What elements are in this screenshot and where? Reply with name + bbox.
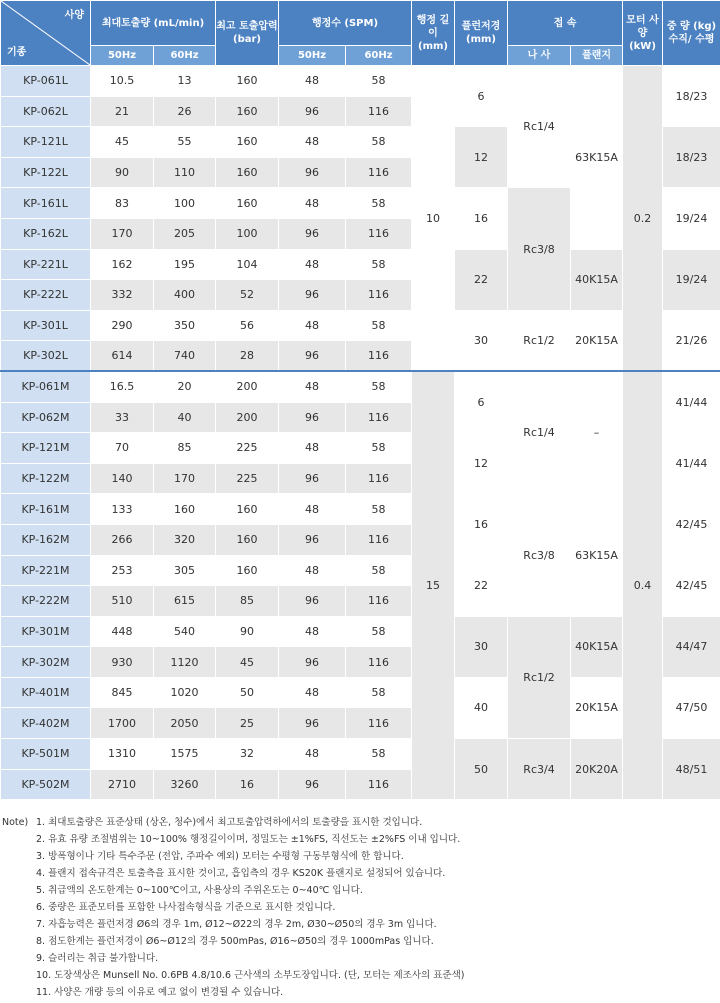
- flow-60hz-cell: 85: [154, 433, 216, 464]
- flow-50hz-cell: 448: [91, 616, 154, 647]
- spm-50hz-cell: 96: [279, 157, 346, 188]
- flow-60hz-cell: 1575: [154, 739, 216, 770]
- pressure-cell: 45: [216, 647, 279, 678]
- pressure-cell: 25: [216, 708, 279, 739]
- spm-50hz-cell: 96: [279, 96, 346, 127]
- flow-60hz-cell: 320: [154, 524, 216, 555]
- pressure-cell: 160: [216, 127, 279, 158]
- note-item: 3. 방폭형이나 기타 특수주문 (전압, 주파수 예외) 모터는 수평형 구동부형식에 한 합니다.: [36, 851, 404, 862]
- note-item: 5. 취급액의 온도한계는 0~100℃이고, 사용상의 주위온도는 0~40℃ 입니다.: [36, 885, 363, 896]
- spm-50hz-cell: 48: [279, 310, 346, 341]
- flow-60hz-cell: 740: [154, 341, 216, 372]
- flow-60hz-cell: 615: [154, 586, 216, 617]
- plunger-cell: 12: [455, 433, 508, 494]
- spm-60hz-cell: 116: [346, 463, 412, 494]
- note-item: 4. 플랜지 접속규격은 토출측을 표시한 것이고, 흡입측의 경우 KS20K 플랜지로 설정되어 있습니다.: [36, 868, 446, 879]
- model-cell: KP-162M: [1, 524, 91, 555]
- model-cell: KP-122L: [1, 157, 91, 188]
- table-row: [1, 677, 720, 708]
- flow-50hz-cell: 170: [91, 218, 154, 249]
- flow-60hz-header: 60Hz: [154, 46, 216, 66]
- model-cell: KP-301L: [1, 310, 91, 341]
- pressure-cell: 50: [216, 677, 279, 708]
- weight-cell: 48/51: [663, 739, 720, 800]
- flow-50hz-cell: 70: [91, 433, 154, 464]
- pressure-cell: 85: [216, 586, 279, 617]
- model-cell: KP-121M: [1, 433, 91, 464]
- pressure-cell: 104: [216, 249, 279, 280]
- flow-60hz-cell: 170: [154, 463, 216, 494]
- flow-50hz-cell: 90: [91, 157, 154, 188]
- note-item: 8. 점도한계는 플런저경이 Ø6~Ø12의 경우 500mPas, Ø16~Ø50의 경우 1000mPas 입니다.: [36, 936, 434, 947]
- flow-60hz-cell: 205: [154, 218, 216, 249]
- plunger-cell: 12: [455, 127, 508, 188]
- weight-header: 중 량 (kg) 수직/ 수평: [663, 1, 720, 66]
- weight-cell: 19/24: [663, 188, 720, 249]
- flow-60hz-cell: 40: [154, 402, 216, 433]
- model-cell: KP-061M: [1, 371, 91, 402]
- pressure-cell: 200: [216, 371, 279, 402]
- pressure-cell: 160: [216, 96, 279, 127]
- spm-50hz-cell: 96: [279, 463, 346, 494]
- spm-50hz-cell: 96: [279, 218, 346, 249]
- spm-50hz-cell: 48: [279, 249, 346, 280]
- spm-60hz-cell: 58: [346, 249, 412, 280]
- weight-cell: 42/45: [663, 494, 720, 555]
- spm-60hz-cell: 116: [346, 96, 412, 127]
- flow-50hz-cell: 162: [91, 249, 154, 280]
- spm-60hz-cell: 58: [346, 677, 412, 708]
- weight-cell: 47/50: [663, 677, 720, 738]
- flow-60hz-cell: 55: [154, 127, 216, 158]
- model-cell: KP-061L: [1, 66, 91, 97]
- flow-50hz-cell: 2710: [91, 769, 154, 800]
- pressure-cell: 160: [216, 157, 279, 188]
- pressure-cell: 100: [216, 218, 279, 249]
- flow-60hz-cell: 3260: [154, 769, 216, 800]
- plunger-cell: 6: [455, 66, 508, 127]
- model-cell: KP-302M: [1, 647, 91, 678]
- spm-60hz-cell: 116: [346, 769, 412, 800]
- pressure-cell: 160: [216, 555, 279, 586]
- flange-header: 플랜지: [571, 46, 623, 66]
- model-cell: KP-161M: [1, 494, 91, 525]
- flange-cell: 40K15A: [571, 249, 623, 310]
- flow-50hz-cell: 1700: [91, 708, 154, 739]
- spm-60hz-cell: 58: [346, 127, 412, 158]
- spm-60hz-header: 60Hz: [346, 46, 412, 66]
- flow-50hz-cell: 33: [91, 402, 154, 433]
- screw-cell: Rc1/2: [508, 310, 571, 371]
- flange-cell: –: [571, 371, 623, 493]
- model-cell: KP-122M: [1, 463, 91, 494]
- flow-50hz-cell: 614: [91, 341, 154, 372]
- plunger-cell: 50: [455, 739, 508, 800]
- weight-cell: 21/26: [663, 310, 720, 371]
- flange-cell: 20K15A: [571, 310, 623, 371]
- model-cell: KP-402M: [1, 708, 91, 739]
- table-row: [1, 66, 720, 97]
- spm-60hz-cell: 58: [346, 616, 412, 647]
- spm-60hz-cell: 116: [346, 586, 412, 617]
- model-cell: KP-062M: [1, 402, 91, 433]
- flow-60hz-cell: 20: [154, 371, 216, 402]
- spm-50hz-cell: 96: [279, 280, 346, 311]
- spm-50hz-cell: 96: [279, 708, 346, 739]
- spec-header: 사양: [64, 10, 84, 21]
- screw-header: 나 사: [508, 46, 571, 66]
- pressure-cell: 32: [216, 739, 279, 770]
- spm-50hz-cell: 96: [279, 402, 346, 433]
- spm-60hz-cell: 58: [346, 739, 412, 770]
- motor-cell: 0.2: [623, 66, 663, 372]
- spm-50hz-header: 50Hz: [279, 46, 346, 66]
- pressure-cell: 56: [216, 310, 279, 341]
- note-item: 1. 최대토출량은 표준상태 (상온, 청수)에서 최고토출압력하에서의 토출량을 표시한 것입니다.: [36, 817, 423, 828]
- pressure-cell: 160: [216, 524, 279, 555]
- flow-60hz-cell: 350: [154, 310, 216, 341]
- spm-50hz-cell: 48: [279, 739, 346, 770]
- table-row: [1, 616, 720, 647]
- corner-header: [1, 1, 91, 66]
- flange-cell: 20K20A: [571, 739, 623, 800]
- note-item: 11. 사양은 개량 등의 이유로 예고 없이 변경될 수 있습니다.: [36, 987, 284, 998]
- screw-cell: Rc1/2: [508, 616, 571, 738]
- spm-50hz-cell: 48: [279, 494, 346, 525]
- flange-cell: 63K15A: [571, 494, 623, 616]
- flow-50hz-cell: 253: [91, 555, 154, 586]
- notes-list: [0, 814, 720, 1001]
- flow-50hz-cell: 1310: [91, 739, 154, 770]
- flow-50hz-cell: 45: [91, 127, 154, 158]
- spm-60hz-cell: 116: [346, 524, 412, 555]
- pressure-cell: 160: [216, 66, 279, 97]
- screw-cell: Rc3/8: [508, 494, 571, 616]
- screw-cell: Rc1/4: [508, 66, 571, 188]
- motor-cell: 0.4: [623, 371, 663, 799]
- flow-50hz-header: 50Hz: [91, 46, 154, 66]
- flow-60hz-cell: 540: [154, 616, 216, 647]
- flow-60hz-cell: 110: [154, 157, 216, 188]
- pressure-cell: 16: [216, 769, 279, 800]
- spm-50hz-cell: 96: [279, 524, 346, 555]
- stroke-cell: 10: [412, 66, 455, 372]
- spm-50hz-cell: 96: [279, 769, 346, 800]
- motor-header: 모터 사양 (kW): [623, 1, 663, 66]
- connection-header: 접 속: [508, 1, 623, 46]
- spm-60hz-cell: 58: [346, 371, 412, 402]
- flow-50hz-cell: 930: [91, 647, 154, 678]
- model-cell: KP-501M: [1, 739, 91, 770]
- flange-cell: 40K15A: [571, 616, 623, 677]
- note-item: 7. 자흡능력은 플런저경 Ø6의 경우 1m, Ø12~Ø22의 경우 2m, Ø30~Ø50의 경우 3m 입니다.: [36, 919, 437, 930]
- table-row: [1, 739, 720, 770]
- model-cell: KP-222L: [1, 280, 91, 311]
- spm-60hz-cell: 58: [346, 433, 412, 464]
- spm-60hz-cell: 116: [346, 402, 412, 433]
- model-cell: KP-302L: [1, 341, 91, 372]
- weight-cell: 18/23: [663, 127, 720, 188]
- weight-cell: 18/23: [663, 66, 720, 127]
- flow-50hz-cell: 510: [91, 586, 154, 617]
- notes-section: [0, 814, 720, 1001]
- spm-60hz-cell: 58: [346, 494, 412, 525]
- flow-60hz-cell: 1020: [154, 677, 216, 708]
- model-cell: KP-221M: [1, 555, 91, 586]
- spm-50hz-cell: 48: [279, 677, 346, 708]
- plunger-cell: 40: [455, 677, 508, 738]
- flow-60hz-cell: 160: [154, 494, 216, 525]
- plunger-cell: 6: [455, 371, 508, 432]
- spm-50hz-cell: 48: [279, 616, 346, 647]
- flow-50hz-cell: 332: [91, 280, 154, 311]
- weight-cell: 42/45: [663, 555, 720, 616]
- spm-50hz-cell: 96: [279, 586, 346, 617]
- weight-cell: 41/44: [663, 371, 720, 432]
- pressure-cell: 28: [216, 341, 279, 372]
- pressure-cell: 52: [216, 280, 279, 311]
- flow-60hz-cell: 400: [154, 280, 216, 311]
- model-cell: KP-162L: [1, 218, 91, 249]
- spm-60hz-cell: 116: [346, 218, 412, 249]
- weight-cell: 44/47: [663, 616, 720, 677]
- screw-cell: Rc3/8: [508, 188, 571, 310]
- screw-cell: Rc3/4: [508, 739, 571, 800]
- model-cell: KP-062L: [1, 96, 91, 127]
- table-row: [1, 249, 720, 280]
- flow-60hz-cell: 305: [154, 555, 216, 586]
- note-item: 10. 도장색상은 Munsell No. 0.6PB 4.8/10.6 근사색의 소부도장입니다. (단, 모터는 제조사의 표준색): [36, 970, 465, 981]
- spm-60hz-cell: 116: [346, 647, 412, 678]
- weight-cell: 41/44: [663, 433, 720, 494]
- stroke-cell: 15: [412, 371, 455, 799]
- spm-50hz-cell: 48: [279, 555, 346, 586]
- plunger-cell: 22: [455, 249, 508, 310]
- stroke-header: 행정 길이 (mm): [412, 1, 455, 66]
- flow-50hz-cell: 140: [91, 463, 154, 494]
- model-cell: KP-301M: [1, 616, 91, 647]
- spm-60hz-cell: 116: [346, 341, 412, 372]
- plunger-cell: 22: [455, 555, 508, 616]
- spm-50hz-cell: 48: [279, 66, 346, 97]
- pressure-cell: 225: [216, 463, 279, 494]
- max-pressure-header: 최고 토출압력 (bar): [216, 1, 279, 66]
- spm-60hz-cell: 58: [346, 188, 412, 219]
- weight-cell: 19/24: [663, 249, 720, 310]
- pressure-cell: 90: [216, 616, 279, 647]
- plunger-cell: 16: [455, 188, 508, 249]
- pressure-cell: 160: [216, 188, 279, 219]
- flow-50hz-cell: 133: [91, 494, 154, 525]
- plunger-cell: 16: [455, 494, 508, 555]
- note-item: 9. 슬러리는 취급 불가합니다.: [36, 953, 159, 964]
- flow-50hz-cell: 266: [91, 524, 154, 555]
- spm-50hz-cell: 48: [279, 188, 346, 219]
- model-cell: KP-222M: [1, 586, 91, 617]
- model-cell: KP-502M: [1, 769, 91, 800]
- spm-50hz-cell: 48: [279, 127, 346, 158]
- flow-60hz-cell: 2050: [154, 708, 216, 739]
- model-cell: KP-121L: [1, 127, 91, 158]
- spm-60hz-cell: 58: [346, 310, 412, 341]
- plunger-cell: 30: [455, 310, 508, 371]
- flow-50hz-cell: 16.5: [91, 371, 154, 402]
- flow-60hz-cell: 26: [154, 96, 216, 127]
- spm-50hz-cell: 48: [279, 371, 346, 402]
- spm-60hz-cell: 116: [346, 708, 412, 739]
- spm-60hz-cell: 58: [346, 66, 412, 97]
- flow-50hz-cell: 10.5: [91, 66, 154, 97]
- pressure-cell: 200: [216, 402, 279, 433]
- spm-60hz-cell: 116: [346, 280, 412, 311]
- model-header: 기종: [7, 47, 27, 58]
- spm-60hz-cell: 116: [346, 157, 412, 188]
- flow-60hz-cell: 100: [154, 188, 216, 219]
- flange-cell: 20K15A: [571, 677, 623, 738]
- table-row: [1, 371, 720, 402]
- pressure-cell: 225: [216, 433, 279, 464]
- flow-60hz-cell: 195: [154, 249, 216, 280]
- flow-60hz-cell: 13: [154, 66, 216, 97]
- spm-50hz-cell: 48: [279, 433, 346, 464]
- spm-60hz-cell: 58: [346, 555, 412, 586]
- flow-50hz-cell: 290: [91, 310, 154, 341]
- flow-50hz-cell: 83: [91, 188, 154, 219]
- plunger-cell: 30: [455, 616, 508, 677]
- model-cell: KP-221L: [1, 249, 91, 280]
- note-item: 2. 유효 유량 조절범위는 10~100% 행정길이이며, 정밀도는 ±1%FS, 직선도는 ±2%FS 이내 입니다.: [36, 834, 461, 845]
- pressure-cell: 160: [216, 494, 279, 525]
- spm-50hz-cell: 96: [279, 647, 346, 678]
- flow-60hz-cell: 1120: [154, 647, 216, 678]
- note-item: 6. 중량은 표준모터를 포함한 나사접속형식을 기준으로 표시한 것입니다.: [36, 902, 336, 913]
- flow-50hz-cell: 845: [91, 677, 154, 708]
- model-cell: KP-401M: [1, 677, 91, 708]
- max-flow-header: 최대토출량 (mL/min): [91, 1, 216, 46]
- plunger-header: 플런저경 (mm): [455, 1, 508, 66]
- notes-label: Note): [2, 817, 29, 828]
- table-row: [1, 310, 720, 341]
- screw-cell: Rc1/4: [508, 371, 571, 493]
- flow-50hz-cell: 21: [91, 96, 154, 127]
- model-cell: KP-161L: [1, 188, 91, 219]
- flange-cell: 63K15A: [571, 66, 623, 250]
- spm-header: 행정수 (SPM): [279, 1, 412, 46]
- table-row: [1, 494, 720, 525]
- spm-50hz-cell: 96: [279, 341, 346, 372]
